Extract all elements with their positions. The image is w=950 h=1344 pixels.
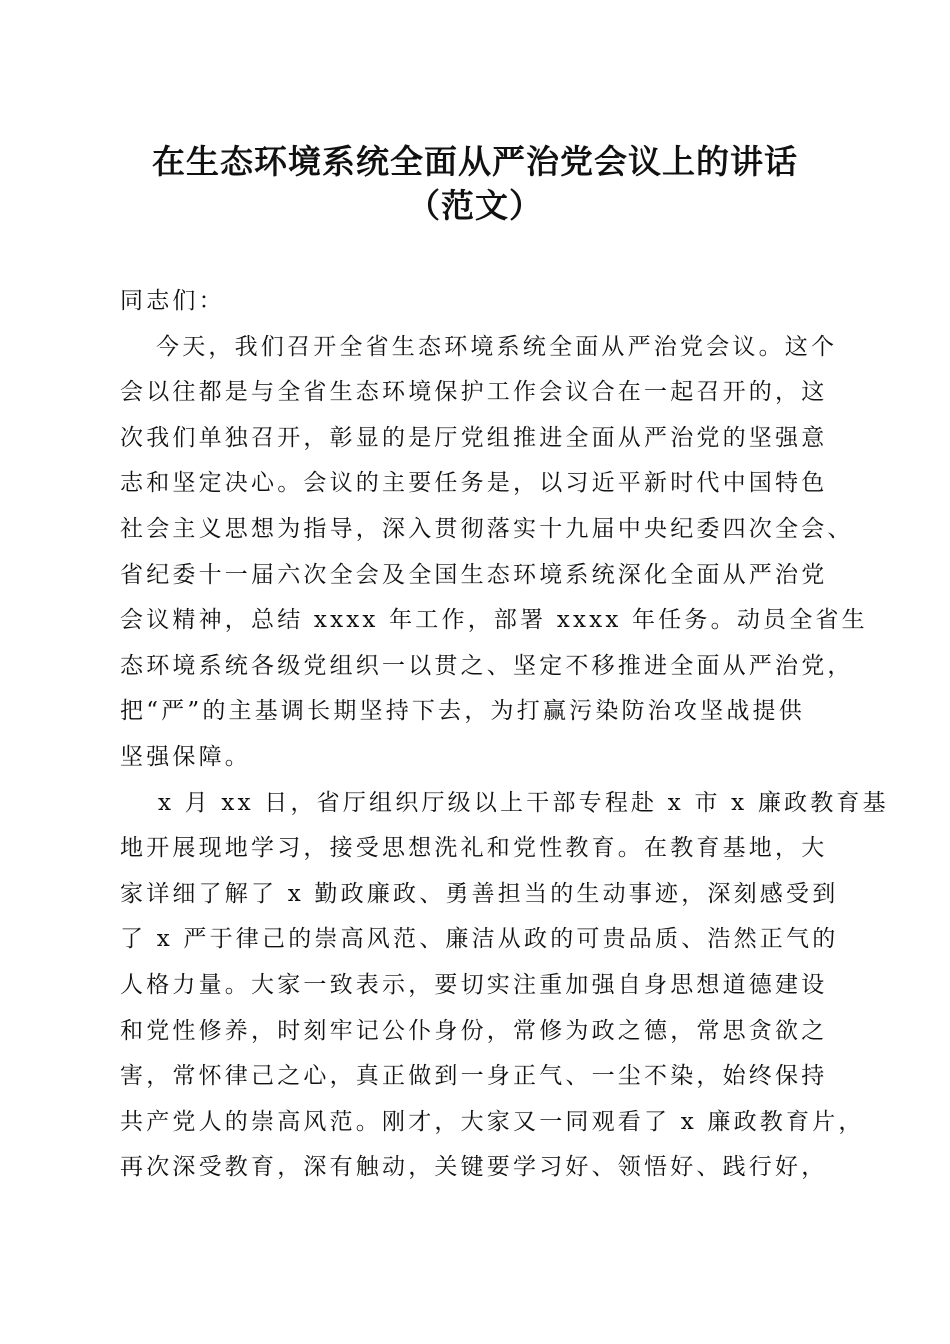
paragraph-line: 社会主义思想为指导，深入贯彻落实十九届中央纪委四次全会、 [120, 515, 854, 542]
paragraph-line: 地开展现地学习，接受思想洗礼和党性教育。在教育基地，大 [120, 835, 828, 862]
paragraph-line: 人格力量。大家一致表示，要切实注重加强自身思想道德建设 [120, 971, 828, 998]
document-body [120, 279, 889, 1191]
paragraph-line: 志和坚定决心。会议的主要任务是，以习近平新时代中国特色 [120, 470, 828, 497]
paragraph-line: x 月 xx 日，省厅组织厅级以上干部专程赴 x 市 x 廉政教育基 [158, 789, 889, 816]
document-title: 在生态环境系统全面从严治党会议上的讲话 [152, 142, 798, 181]
paragraph-line: 把“严”的主基调长期坚持下去，为打赢污染防治攻坚战提供 [120, 698, 805, 725]
paragraph-line: 省纪委十一届六次全会及全国生态环境系统深化全面从严治党 [120, 561, 828, 588]
paragraph-1 [120, 325, 868, 781]
document-subtitle: （范文） [407, 186, 543, 225]
paragraph-line: 坚强保障。 [120, 743, 251, 770]
salutation: 同志们： [120, 288, 225, 314]
paragraph-line: 态环境系统各级党组织一以贯之、坚定不移推进全面从严治党， [120, 652, 854, 679]
paragraph-line: 害，常怀律己之心，真正做到一身正气、一尘不染，始终保持 [120, 1063, 828, 1090]
paragraph-2 [120, 781, 889, 1191]
paragraph-line: 次我们单独召开，彰显的是厅党组推进全面从严治党的坚强意 [120, 424, 828, 451]
paragraph-line: 会议精神，总结 xxxx 年工作，部署 xxxx 年任务。动员全省生 [120, 607, 868, 634]
paragraph-line: 今天，我们召开全省生态环境系统全面从严治党会议。这个 [156, 333, 838, 360]
paragraph-line: 和党性修养，时刻牢记公仆身份，常修为政之德，常思贪欲之 [120, 1017, 828, 1044]
paragraph-line: 共产党人的崇高风范。刚才，大家又一同观看了 x 廉政教育片， [120, 1108, 865, 1135]
paragraph-line: 再次深受教育，深有触动，关键要学习好、领悟好、践行好， [120, 1154, 828, 1181]
paragraph-line: 了 x 严于律己的崇高风范、廉洁从政的可贵品质、浩然正气的 [120, 926, 839, 953]
paragraph-line: 家详细了解了 x 勤政廉政、勇善担当的生动事迹，深刻感受到 [120, 880, 839, 907]
paragraph-line: 会以往都是与全省生态环境保护工作会议合在一起召开的，这 [120, 379, 828, 406]
